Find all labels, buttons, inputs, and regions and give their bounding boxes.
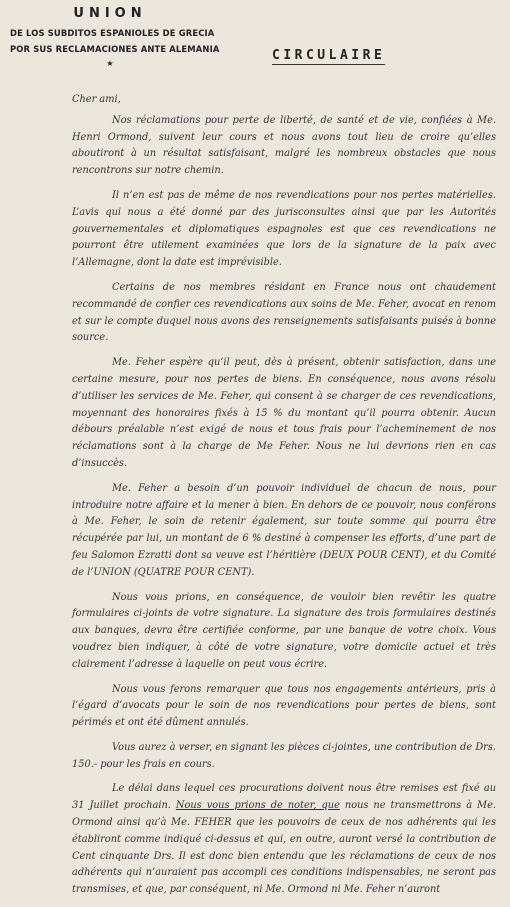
org-header <box>10 6 220 70</box>
org-title: UNION <box>73 6 147 21</box>
salutation: Cher ami, <box>72 94 121 105</box>
paragraph-5: Me. Feher a besoin d’un pouvoir individuel de chacun de nous, pour introduire notre affaire et la mener à bien. En dehors de ce pouvoir, nous conférons à Me. Feher, le soin de retenir également, sur toute somme qui pourra être récupérée par lui, un montant de 6 % destiné à compenser les efforts, d’une part de feu Salomon Ezratti dont sa veuve est l’héritière (DEUX POUR CENT), et du Comité de l’UNION (QUATRE POUR CENT). <box>72 482 496 578</box>
paragraph-9-rest: nous ne transmettrons à Me. Ormond ainsi qu’à Me. FEHER que les pouvoirs de ceux de nos adhérents qui les établiront comme indiqué ci-dessus et qui, en outre, auront versé la contribution de Cent cinquante Drs. Il est donc bien entendu que les réclamations de ceux de nos adhérents qui n’auraient pas accompli ces conditions indispensables, ne seront pas transmises, et que, par conséquent, ni Me. Ormond ni Me. Feher n’auront <box>72 800 496 896</box>
letter-body <box>72 92 496 907</box>
paragraph-6: Nous vous prions, en conséquence, de vouloir bien revêtir les quatre formulaires ci-joints de votre signature. La signature des trois formulaires destinés aux banques, devra être certifiée conforme, par une banque de votre choix. Vous voudrez bien indiquer, à côté de votre signature, votre domicile actuel et très clairement l’adresse à laquelle on peut vous écrire. <box>72 591 496 670</box>
org-line-2: POR SUS RECLAMACIONES ANTE ALEMANIA <box>10 44 220 54</box>
star-icon: ★ <box>106 59 114 68</box>
document-type-heading: CIRCULAIRE <box>272 48 386 63</box>
paragraph-2: Il n’en est pas de même de nos revendications pour nos pertes matérielles. L’avis qui nous a été donné par des jurisconsultes ainsi que par les Autorités gouvernementales et diplomatiques espagnoles est que ces revendications ne pourront être utilement examinées que lors de la signature de la paix avec l’Allemagne, dont la date est imprévisible. <box>72 189 496 269</box>
paragraph-7: Nous vous ferons remarquer que tous nos engagements antérieurs, pris à l’égard d’avocats pour le soin de nos revendications pour pertes de biens, sont périmés et ont été dûment annulés. <box>72 683 496 729</box>
paragraph-9-underlined: Nous vous prions de noter, que <box>175 800 340 812</box>
paragraph-3: Certains de nos membres résidant en France nous ont chaudement recommandé de confier ces revendications aux soins de Me. Feher, avocat en renom et sur le compte duquel nous avons des renseignements satisfaisants puisés à bonne source. <box>72 281 496 344</box>
paragraph-1: Nos réclamations pour perte de liberté, de santé et de vie, confiées à Me. Henri Ormond, suivent leur cours et nous avons tout lieu de croire qu’elles aboutiront à un résultat satisfaisant, malgré les nombreux obstacles que nous rencontrons sur notre chemin. <box>72 114 496 177</box>
paragraph-4: Me. Feher espère qu’il peut, dès à présent, obtenir satisfaction, dans une certaine mesure, pour nos pertes de biens. En conséquence, nous avons résolu d’utiliser les services de Me. Feher, qui consent à se charger de ces revendications, moyennant des honoraires fixés à 15 % du montant qu’il pourra obtenir. Aucun débours préalable n’est exigé de nous et tous frais pour l’acheminement de nos réclamations sont à la charge de Me Feher. Nous ne lui devrions rien en cas d’insuccès. <box>72 357 496 469</box>
paragraph-9-start: Le délai dans lequel ces procurations doivent nous être remises est fixé au 31 Juillet prochain. <box>72 783 496 812</box>
paragraph-9 <box>72 781 496 899</box>
paragraph-8: Vous aurez à verser, en signant les pièces ci-jointes, une contribution de Drs. 150.- pour les frais en cours. <box>72 741 496 770</box>
org-line-1: DE LOS SUBDITOS ESPANIOLES DE GRECIA <box>10 28 215 38</box>
